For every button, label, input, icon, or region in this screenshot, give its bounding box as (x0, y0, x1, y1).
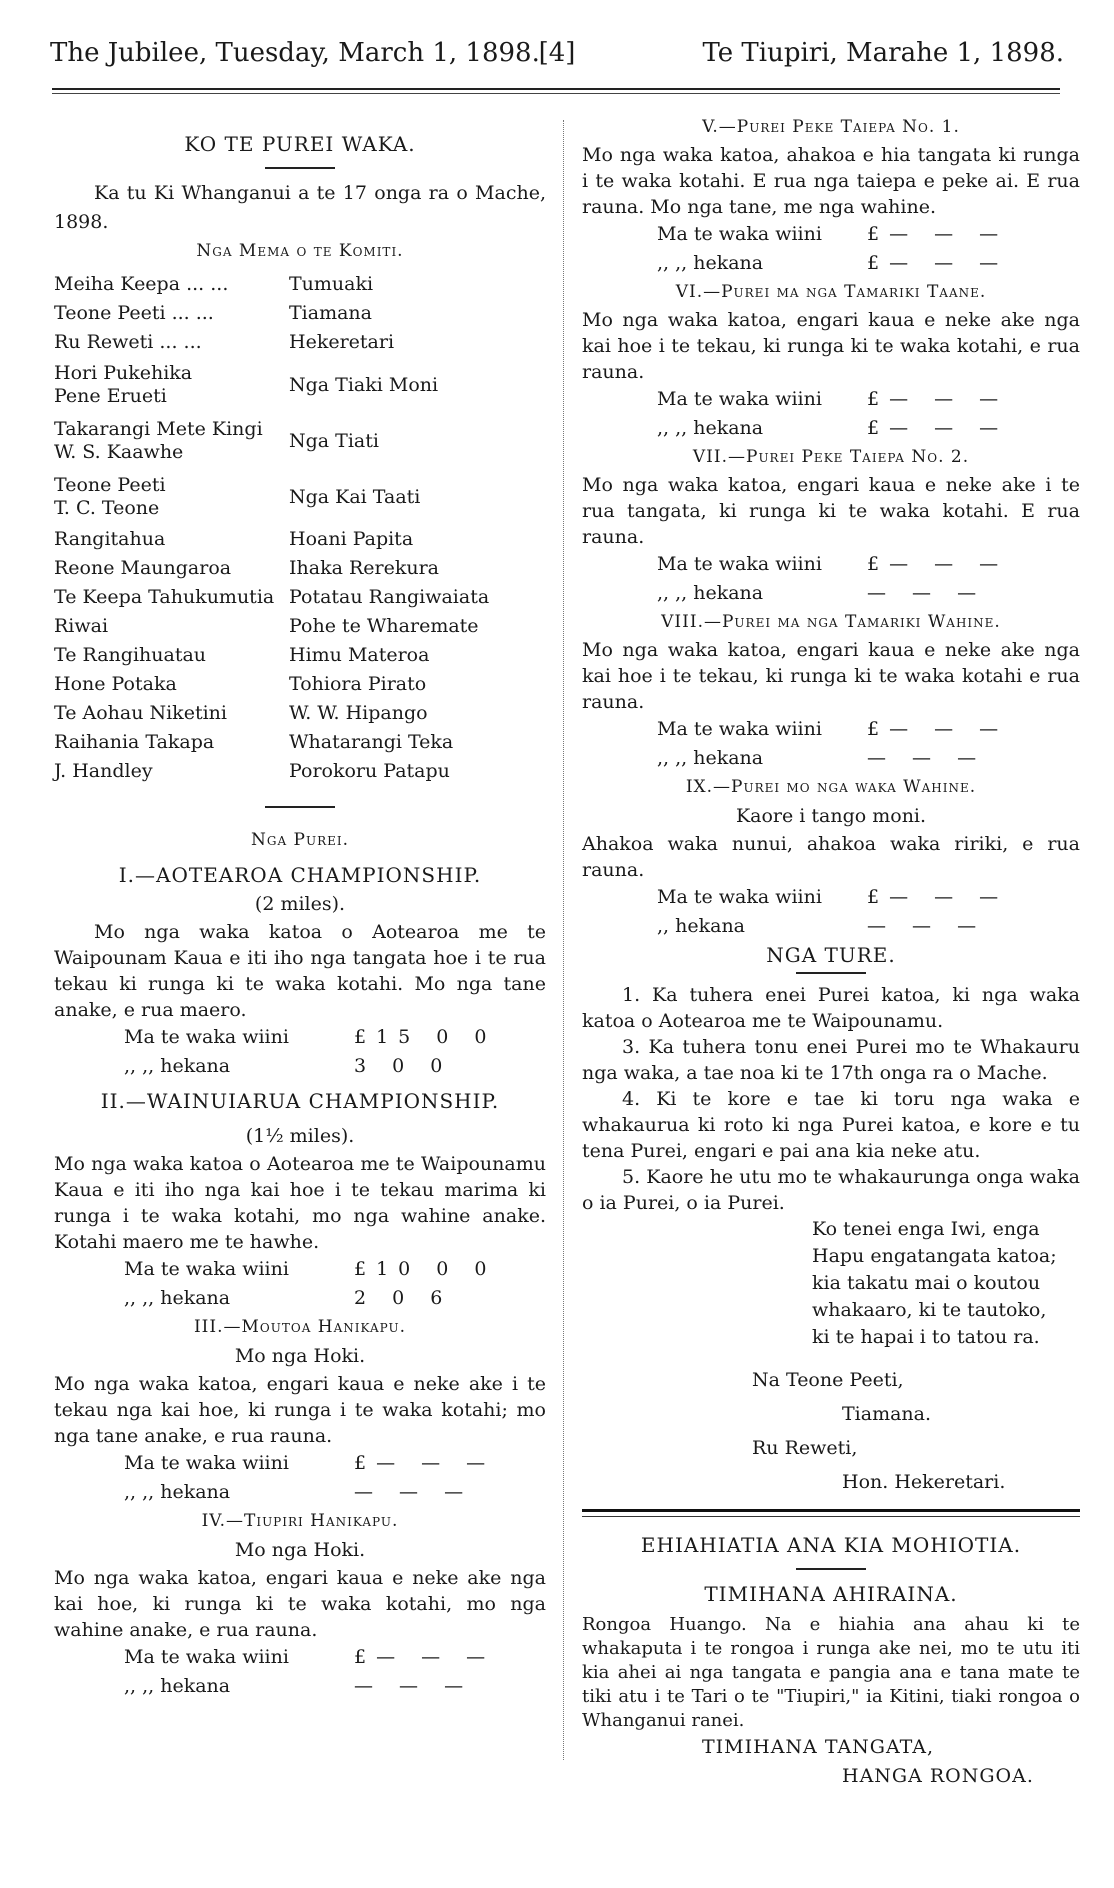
race-title: III.—Moutoa Hanikapu. (193, 1317, 407, 1337)
member-left: J. Handley (54, 760, 153, 782)
signature-name: Ru Reweti, (752, 1437, 858, 1459)
member-left: Raihania Takapa (54, 731, 215, 753)
prize-amount: — — — (867, 747, 987, 769)
member-right: Hoani Papita (289, 528, 414, 550)
race-text: Mo nga waka katoa, engari kaua e neke ake nga kai hoe i te tekau, ki runga ki te waka kotahi e rua rauna. (582, 639, 1080, 713)
committee-role: Tiamana (289, 302, 372, 324)
committee-group (54, 357, 546, 413)
prize-row (54, 1672, 546, 1701)
signature-title: Hon. Hekeretari. (842, 1471, 1006, 1493)
prize-row (582, 744, 1080, 773)
prize-amount: — — — (354, 1675, 474, 1697)
prize-label: ,, ,, hekana (124, 1481, 231, 1503)
prize-row (54, 1643, 546, 1672)
prize-label: ,, ,, hekana (124, 1287, 231, 1309)
committee-row (54, 299, 546, 328)
notice-text: Rongoa Huango. Na e hiahia ana ahau ki te whakaputa i te rongoa i runga ake nei, mo te utu iti kia ahei ai nga tangata e pangia ana e tana mate te tiki atu i te Tari o te "Tiupiri," ia Kitini, tiaki rongoa o Whanganui ranei. (582, 1614, 1080, 1731)
signatures (582, 1363, 1080, 1499)
committee-list (54, 270, 546, 786)
header-rule (52, 88, 1060, 90)
prize-row (582, 883, 1080, 912)
prize-label: Ma te waka wiini (657, 388, 822, 410)
prize-row (582, 414, 1080, 443)
committee-role: Hekeretari (289, 331, 395, 353)
member-left: Reone Maungaroa (54, 557, 232, 579)
prize-amount: £— — — (867, 886, 1009, 908)
member-right: Potatau Rangiwaiata (289, 586, 490, 608)
left-column (54, 120, 546, 1701)
group-member: Takarangi Mete Kingi (54, 418, 263, 440)
section-rule (265, 806, 335, 808)
group-member: W. S. Kaawhe (54, 441, 184, 463)
committee-row (54, 328, 546, 357)
closing-line: Hapu engatangata katoa; (812, 1245, 1057, 1267)
committee-name: Ru Reweti ... ... (54, 331, 202, 353)
prize-amount: £— — — (867, 718, 1009, 740)
right-column (582, 113, 1080, 1791)
notice-rule-thin (582, 1516, 1080, 1517)
column-divider (563, 120, 564, 1760)
race-text: Mo nga waka katoa, engari kaua e neke ake i te tekau nga kai hoe, ki runga i te waka kotahi; mo nga tane anake, e rua rauna. (54, 1373, 546, 1447)
rule-item: 3. Ka tuhera tonu enei Purei mo te Whakauru nga waka, a tae noa ki te 17th onga ra o Mache. (582, 1036, 1080, 1084)
race-text: Mo nga waka katoa, ahakoa e hia tangata ki runga i te waka kotahi. E rua nga taiepa e peke ai. E rua rauna. Mo nga tane, me nga wahine. (582, 144, 1080, 218)
group-names (54, 362, 289, 408)
rules-rule (796, 972, 866, 974)
closing-line: ki te hapai i to tatou ra. (812, 1326, 1040, 1348)
member-left: Te Aohau Niketini (54, 702, 227, 724)
races-heading: Nga Purei. (250, 830, 350, 850)
prize-label: Ma te waka wiini (124, 1452, 289, 1474)
member-left: Te Rangihuatau (54, 644, 207, 666)
header-maori: Te Tiupiri, Marahe 1, 1898. (702, 38, 1064, 68)
group-role: Nga Kai Taati (289, 485, 421, 508)
member-row (54, 757, 546, 786)
race-title: V.—Purei Peke Taiepa No. 1. (702, 117, 960, 137)
race-text: Ahakoa waka nunui, ahakoa waka ririki, e rua rauna. (582, 833, 1080, 881)
regatta-title: KO TE PUREI WAKA. (184, 132, 416, 156)
member-right: Whatarangi Teka (289, 731, 454, 753)
closing-statement (582, 1216, 1080, 1351)
rule-item: 1. Ka tuhera enei Purei katoa, ki nga waka katoa o Aotearoa me te Waipounamu. (582, 984, 1080, 1032)
prize-label: ,, ,, hekana (124, 1675, 231, 1697)
member-right: Ihaka Rerekura (289, 557, 439, 579)
rule-item: 4. Ki te kore e tae ki toru nga waka e whakaurua ki roto ki nga Purei katoa, e kore e tu tena Purei, engari e pai ana kia neke atu. (582, 1088, 1080, 1162)
prize-label: ,, ,, hekana (657, 417, 764, 439)
race-distance: (1½ miles). (245, 1125, 355, 1147)
prize-row (582, 249, 1080, 278)
prize-amount: £— — — (354, 1646, 496, 1668)
closing-line: Ko tenei enga Iwi, enga (812, 1218, 1040, 1240)
member-right: Tohiora Pirato (289, 673, 427, 695)
member-right: Porokoru Patapu (289, 760, 450, 782)
prize-label: Ma te waka wiini (657, 553, 822, 575)
prize-amount: — — — (867, 582, 987, 604)
member-row (54, 583, 546, 612)
prize-label: Ma te waka wiini (657, 223, 822, 245)
race-title: IX.—Purei mo nga waka Wahine. (685, 777, 977, 797)
prize-row (582, 220, 1080, 249)
prize-amount: 2 0 6 (354, 1287, 453, 1309)
race-title: VIII.—Purei ma nga Tamariki Wahine. (661, 612, 1001, 632)
prize-amount: £— — — (867, 388, 1009, 410)
prize-row (582, 385, 1080, 414)
member-row (54, 699, 546, 728)
notice-heading: EHIAHIATIA ANA KIA MOHIOTIA. (640, 1533, 1022, 1557)
committee-group (54, 413, 546, 469)
closing-line: kia takatu mai o koutou (812, 1272, 1041, 1294)
race-text: Mo nga waka katoa, engari kaua e neke ake i te rua tangata, ki runga ki te waka kotahi. E rua rauna. (582, 474, 1080, 548)
member-right: Himu Materoa (289, 644, 430, 666)
prize-row (54, 1255, 546, 1284)
notice-signature-line: HANGA RONGOA. (842, 1765, 1034, 1787)
regatta-intro: Ka tu Ki Whanganui a te 17 onga ra o Mache, 1898. (54, 182, 546, 233)
page-header (50, 38, 1064, 80)
prize-amount: £— — — (867, 417, 1009, 439)
group-member: Hori Pukehika (54, 362, 193, 384)
race-subtitle: Kaore i tango moni. (735, 805, 927, 827)
committee-name: Teone Peeti ... ... (54, 302, 214, 324)
group-role: Nga Tiati (289, 429, 379, 452)
header-rule-thin (52, 93, 1060, 94)
title-rule (265, 167, 335, 169)
signature-title: Tiamana. (842, 1403, 932, 1425)
prize-amount: £— — — (354, 1452, 496, 1474)
group-member: T. C. Teone (54, 497, 160, 519)
race-subtitle: Mo nga Hoki. (234, 1539, 366, 1561)
prize-amount: £15 0 0 (354, 1026, 497, 1048)
group-member: Teone Peeti (54, 474, 166, 496)
closing-line: whakaaro, ki te tautoko, (812, 1299, 1047, 1321)
prize-row (54, 1052, 546, 1081)
notice-small-rule (796, 1568, 866, 1570)
member-right: Pohe te Wharemate (289, 615, 479, 637)
member-row (54, 554, 546, 583)
group-names (54, 418, 289, 464)
notice-rule (582, 1509, 1080, 1512)
prize-row (582, 550, 1080, 579)
prize-label: Ma te waka wiini (124, 1026, 289, 1048)
race-text: Mo nga waka katoa, engari kaua e neke ake nga kai hoe i te tekau, ki runga ki te waka kotahi, e rua rauna. (582, 309, 1080, 383)
committee-role: Tumuaki (289, 273, 374, 295)
prize-row (582, 715, 1080, 744)
group-member: Pene Erueti (54, 385, 167, 407)
prize-label: ,, ,, hekana (657, 747, 764, 769)
prize-label: Ma te waka wiini (124, 1646, 289, 1668)
race-title: VI.—Purei ma nga Tamariki Taane. (675, 282, 987, 302)
prize-row (582, 912, 1080, 941)
race-subtitle: Mo nga Hoki. (234, 1345, 366, 1367)
member-right: W. W. Hipango (289, 702, 428, 724)
race-title: VII.—Purei Peke Taiepa No. 2. (692, 447, 970, 467)
member-row (54, 641, 546, 670)
prize-label: Ma te waka wiini (124, 1258, 289, 1280)
race-text: Mo nga waka katoa o Aotearoa me te Waipounam Kaua e iti iho nga tangata hoe i te rua tekau ki runga ki te waka kotahi. Mo nga tane anake, e rua maero. (54, 921, 546, 1021)
race-title: IV.—Tiupiri Hanikapu. (201, 1511, 399, 1531)
prize-label: ,, hekana (657, 915, 746, 937)
page-number: [4] (538, 38, 576, 68)
prize-amount: — — — (867, 915, 987, 937)
header-english: The Jubilee, Tuesday, March 1, 1898. (50, 38, 540, 68)
race-title: II.—WAINUIARUA CHAMPIONSHIP. (100, 1089, 500, 1113)
prize-label: Ma te waka wiini (657, 886, 822, 908)
committee-name: Meiha Keepa ... ... (54, 273, 229, 295)
race-distance: (2 miles). (254, 893, 346, 915)
member-row (54, 670, 546, 699)
race-text: Mo nga waka katoa, engari kaua e neke ake nga kai hoe, ki runga ki te waka kotahi, mo nga wahine anake, e rua rauna. (54, 1567, 546, 1641)
member-left: Rangitahua (54, 528, 166, 550)
prize-row (54, 1449, 546, 1478)
prize-row (54, 1478, 546, 1507)
prize-amount: 3 0 0 (354, 1055, 453, 1077)
prize-label: ,, ,, hekana (657, 582, 764, 604)
prize-amount: — — — (354, 1481, 474, 1503)
prize-label: Ma te waka wiini (657, 718, 822, 740)
committee-row (54, 270, 546, 299)
member-left: Te Keepa Tahukumutia (54, 586, 275, 608)
group-names (54, 474, 289, 520)
member-row (54, 525, 546, 554)
prize-label: ,, ,, hekana (657, 252, 764, 274)
prize-row (582, 579, 1080, 608)
notice-signature-line: TIMIHANA TANGATA, (702, 1736, 935, 1758)
prize-amount: £— — — (867, 223, 1009, 245)
prize-amount: £— — — (867, 252, 1009, 274)
prize-row (54, 1284, 546, 1313)
race-text: Mo nga waka katoa o Aotearoa me te Waipounamu Kaua e iti iho nga kai hoe i te tekau marima ki runga i te waka kotahi, mo nga wahine anake. Kotahi maero me te hawhe. (54, 1153, 546, 1253)
prize-amount: £10 0 0 (354, 1258, 497, 1280)
member-row (54, 728, 546, 757)
member-left: Riwai (54, 615, 109, 637)
member-row (54, 612, 546, 641)
rule-item: 5. Kaore he utu mo te whakaurunga onga waka o ia Purei, o ia Purei. (582, 1166, 1080, 1214)
prize-label: ,, ,, hekana (124, 1055, 231, 1077)
rules-heading: NGA TURE. (766, 943, 896, 967)
notice-subheading: TIMIHANA AHIRAINA. (704, 1582, 958, 1606)
prize-row (54, 1023, 546, 1052)
committee-group (54, 469, 546, 525)
race-title: I.—AOTEAROA CHAMPIONSHIP. (118, 863, 482, 887)
committee-heading: Nga Mema o te Komiti. (196, 241, 404, 261)
prize-amount: £— — — (867, 553, 1009, 575)
signature-name: Na Teone Peeti, (752, 1369, 904, 1391)
group-role: Nga Tiaki Moni (289, 373, 439, 396)
member-left: Hone Potaka (54, 673, 177, 695)
